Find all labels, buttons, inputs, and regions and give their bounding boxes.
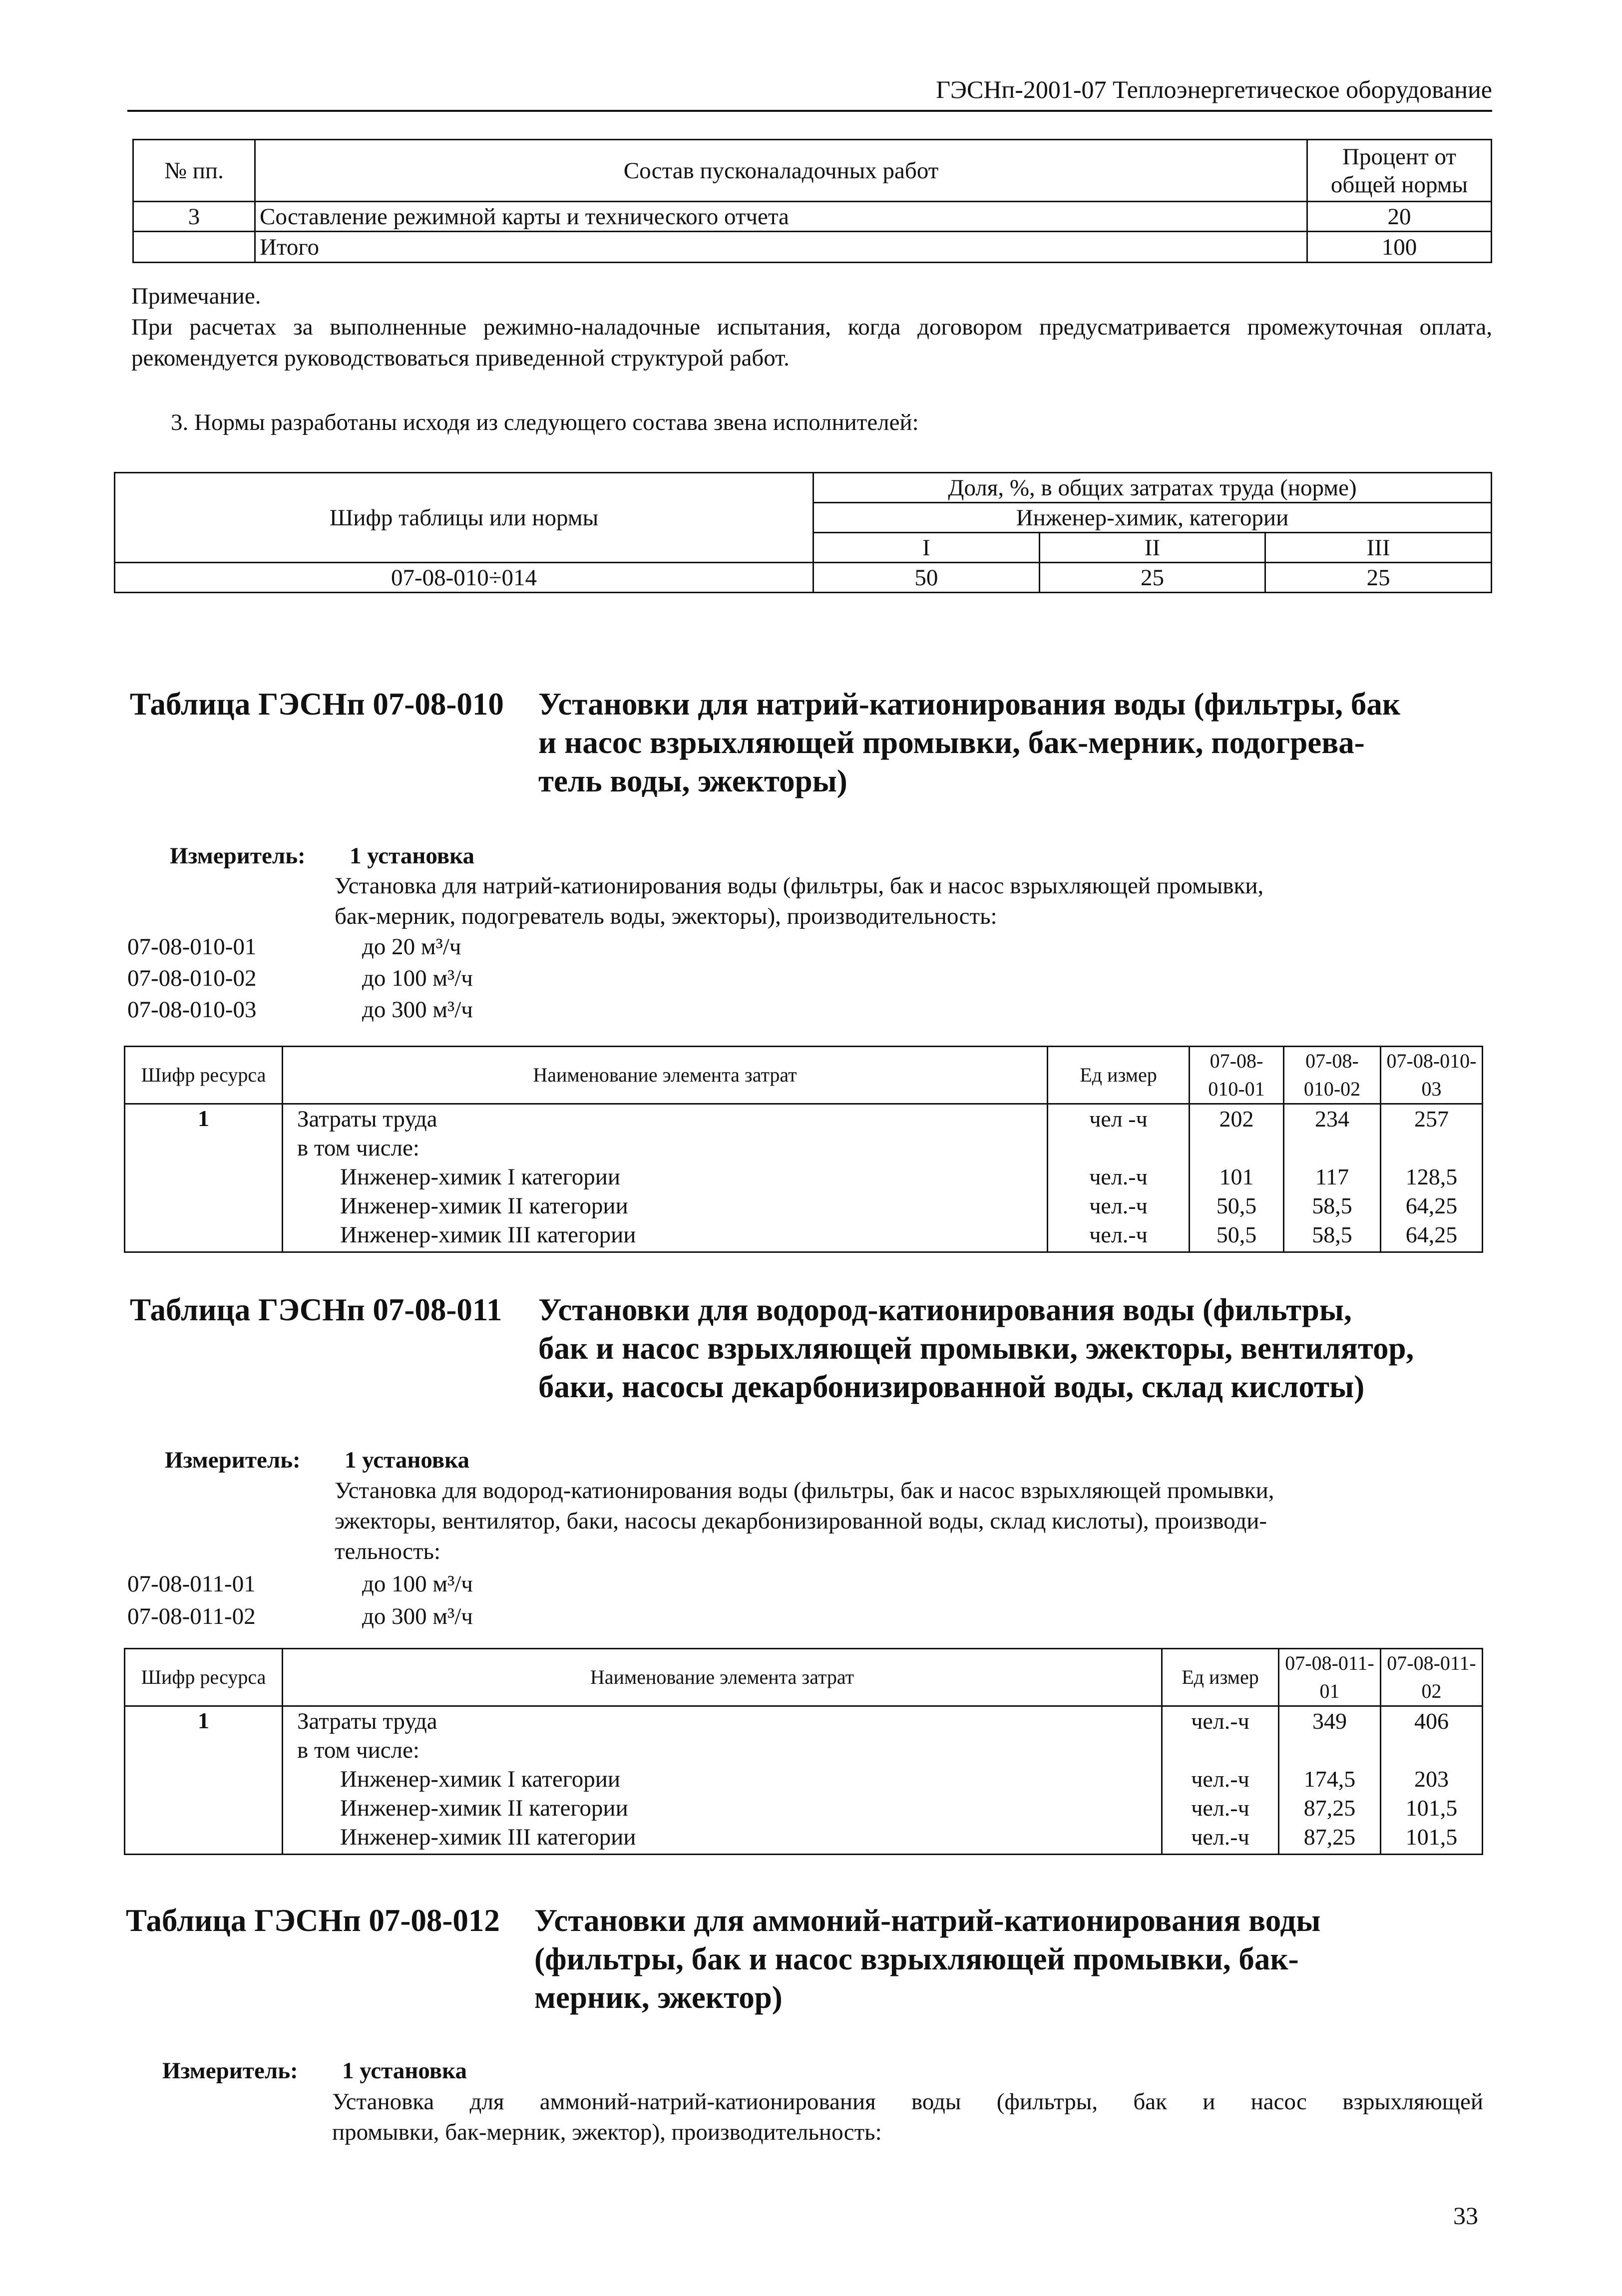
- table-012-title-line3: мерник, эжектор): [534, 1980, 783, 2015]
- table-header-row: [125, 1649, 1483, 1706]
- cell-composition: Итого: [255, 232, 1307, 263]
- table-010-label: Таблица ГЭСНп 07-08-010: [130, 687, 504, 722]
- table-011-desc-line3: тельность:: [335, 1538, 441, 1564]
- col-header-norm-03: 07-08-010-03: [1381, 1047, 1483, 1104]
- item-value: до 100 м³/ч: [362, 1571, 473, 1597]
- col-header-share: Доля, %, в общих затратах труда (норме): [813, 473, 1492, 503]
- cell-values-02: 406 203 101,5 101,5: [1381, 1706, 1483, 1855]
- col-header-resource: Шифр ресурса: [125, 1047, 283, 1104]
- cell-resource: 1: [125, 1104, 283, 1252]
- table-012-title-line2: (фильтры, бак и насос взрыхляющей промывки, бак-: [534, 1941, 1299, 1976]
- meter-value: 1 установка: [350, 843, 474, 869]
- cell-names: Затраты труда в том числе: Инженер-химик I категории Инженер-химик II категории Инженер-химик III категории: [283, 1706, 1162, 1855]
- col-header-unit: Ед измер: [1162, 1649, 1279, 1706]
- page-number: 33: [1453, 2202, 1478, 2230]
- meter-value: 1 установка: [342, 2058, 467, 2084]
- item-code: 07-08-011-01: [127, 1571, 256, 1597]
- col-header-percent: Процент от общей нормы: [1307, 140, 1492, 202]
- table-011: [124, 1648, 1483, 1855]
- cell-num: 3: [133, 202, 255, 232]
- col-header-norm-01: 07-08-011-01: [1279, 1649, 1381, 1706]
- table-011-desc-line1: Установка для водород-катионирования воды (фильтры, бак и насос взрыхляющей промывки,: [335, 1478, 1274, 1504]
- meter-label: Измеритель:: [165, 1447, 301, 1473]
- col-header-unit: Ед измер: [1048, 1047, 1190, 1104]
- cell-percent: 20: [1307, 202, 1492, 232]
- table-011-title-line1: Установки для водород-катионирования воды (фильтры,: [538, 1292, 1352, 1327]
- col-header-name: Наименование элемента затрат: [283, 1047, 1048, 1104]
- table-row: [115, 563, 1492, 593]
- cell-share-II: 25: [1039, 563, 1265, 593]
- table-header-row: [133, 140, 1492, 202]
- table-011-desc-line2: эжекторы, вентилятор, баки, насосы декарбонизированной воды, склад кислоты), производи-: [335, 1508, 1267, 1534]
- crew-composition-table: [114, 472, 1492, 593]
- cell-resource: 1: [125, 1706, 283, 1855]
- note-text: При расчетах за выполненные режимно-наладочные испытания, когда договором предусматривается промежуточная оплата, рекомендуется руководствоваться приведенной структурой работ.: [131, 314, 1492, 371]
- cell-share-III: 25: [1265, 563, 1492, 593]
- table-012-desc-line1: Установка для аммоний-натрий-катионирования воды (фильтры, бак и насос взрыхляющей: [332, 2089, 1483, 2115]
- item-code: 07-08-011-02: [127, 1603, 256, 1629]
- table-row: [133, 202, 1492, 232]
- table-011-title-line2: бак и насос взрыхляющей промывки, эжекторы, вентилятор,: [538, 1331, 1414, 1366]
- col-header-name: Наименование элемента затрат: [283, 1649, 1162, 1706]
- meter-label: Измеритель:: [170, 843, 306, 869]
- running-header: ГЭСНп-2001-07 Теплоэнергетическое оборудование: [127, 75, 1492, 112]
- table-010: [124, 1046, 1483, 1253]
- table-010-title-line3: тель воды, эжекторы): [538, 764, 847, 798]
- cell-names: Затраты труда в том числе: Инженер-химик I категории Инженер-химик II категории Инженер-химик III категории: [283, 1104, 1048, 1252]
- item-value: до 300 м³/ч: [362, 1603, 473, 1629]
- col-header-norm-01: 07-08-010-01: [1190, 1047, 1284, 1104]
- col-header-norm-02: 07-08-010-02: [1284, 1047, 1381, 1104]
- cat-III: III: [1265, 533, 1492, 563]
- col-header-code: Шифр таблицы или нормы: [115, 473, 813, 563]
- table-header-row: [125, 1047, 1483, 1104]
- meter-label: Измеритель:: [162, 2058, 298, 2084]
- item-value: до 300 м³/ч: [362, 997, 473, 1023]
- cell-units: чел.-ч чел.-ч чел.-ч чел.-ч: [1162, 1706, 1279, 1855]
- item-value: до 100 м³/ч: [362, 965, 473, 991]
- item-code: 07-08-010-01: [127, 934, 257, 960]
- col-header-engineer: Инженер-химик, категории: [813, 503, 1492, 533]
- clause-3: 3. Нормы разработаны исходя из следующего состава звена исполнителей:: [171, 409, 919, 435]
- col-header-resource: Шифр ресурса: [125, 1649, 283, 1706]
- cell-values-02: 234 117 58,5 58,5: [1284, 1104, 1381, 1252]
- cell-code: 07-08-010÷014: [115, 563, 813, 593]
- table-row-total: [133, 232, 1492, 263]
- table-row: [125, 1706, 1483, 1855]
- table-012-title-line1: Установки для аммоний-натрий-катионирования воды: [534, 1903, 1321, 1938]
- table-011-title-line3: баки, насосы декарбонизированной воды, склад кислоты): [538, 1369, 1365, 1404]
- cell-units: чел -ч чел.-ч чел.-ч чел.-ч: [1048, 1104, 1190, 1252]
- table-010-title-line1: Установки для натрий-катионирования воды (фильтры, бак: [538, 687, 1401, 722]
- item-code: 07-08-010-02: [127, 965, 257, 991]
- table-010-title-line2: и насос взрыхляющей промывки, бак-мерник, подогрева-: [538, 725, 1365, 760]
- cell-values-01: 202 101 50,5 50,5: [1190, 1104, 1284, 1252]
- col-header-composition: Состав пусконаладочных работ: [255, 140, 1307, 202]
- cell-percent: 100: [1307, 232, 1492, 263]
- meter-value: 1 установка: [345, 1447, 469, 1473]
- item-code: 07-08-010-03: [127, 997, 257, 1023]
- table-010-desc-line1: Установка для натрий-катионирования воды (фильтры, бак и насос взрыхляющей промывки,: [335, 873, 1264, 899]
- table-012-label: Таблица ГЭСНп 07-08-012: [126, 1903, 500, 1938]
- cell-values-03: 257 128,5 64,25 64,25: [1381, 1104, 1483, 1252]
- cell-values-01: 349 174,5 87,25 87,25: [1279, 1706, 1381, 1855]
- work-composition-table: [132, 139, 1492, 263]
- note-title: Примечание.: [131, 283, 261, 309]
- cell-num: [133, 232, 255, 263]
- cell-composition: Составление режимной карты и технического отчета: [255, 202, 1307, 232]
- cat-I: I: [813, 533, 1040, 563]
- table-012-desc-line2: промывки, бак-мерник, эжектор), производительность:: [332, 2119, 882, 2145]
- cell-share-I: 50: [813, 563, 1040, 593]
- cat-II: II: [1039, 533, 1265, 563]
- table-011-label: Таблица ГЭСНп 07-08-011: [130, 1292, 502, 1327]
- col-header-norm-02: 07-08-011-02: [1381, 1649, 1483, 1706]
- item-value: до 20 м³/ч: [362, 934, 461, 960]
- table-row: [125, 1104, 1483, 1252]
- col-header-num: № пп.: [133, 140, 255, 202]
- table-010-desc-line2: бак-мерник, подогреватель воды, эжекторы), производительность:: [335, 903, 997, 929]
